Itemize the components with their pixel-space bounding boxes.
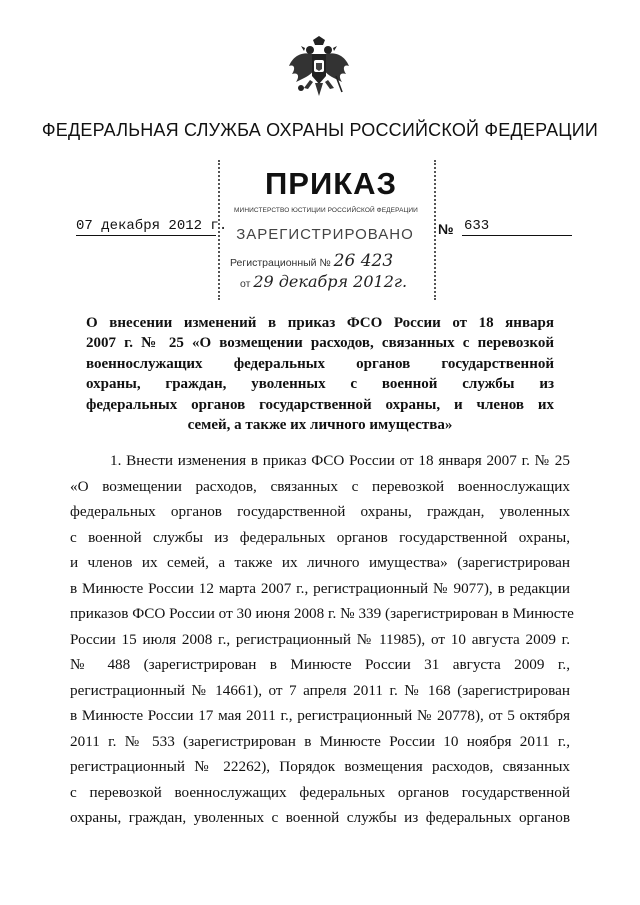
stamp-reg-label: Регистрационный № (230, 257, 331, 269)
stamp-date-value: 29 декабря 2012г. (253, 272, 408, 291)
body-line: в Минюсте России 17 мая 2011 г., регистрационный № 20778), от 5 октября (70, 707, 570, 724)
document-type-heading: ПРИКАЗ (265, 166, 397, 201)
order-subject (86, 313, 554, 435)
subject-line: 2007 г. № 25 «О возмещении расходов, связанных с перевозкой (86, 335, 554, 352)
order-date: 07 декабря 2012 г. (76, 218, 228, 234)
body-line: регистрационный № 22262), Порядок возмещения расходов, связанных (70, 758, 570, 775)
stamp-ministry: МИНИСТЕРСТВО ЮСТИЦИИ РОССИЙСКОЙ ФЕДЕРАЦИИ (234, 207, 418, 214)
coat-of-arms-icon (286, 36, 352, 98)
stamp-date-prefix: от (240, 278, 251, 290)
body-line: № 488 (зарегистрирован в Минюсте России 31 августа 2009 г., (70, 656, 570, 673)
body-line: с перевозкой военнослужащих федеральных органов государственной (70, 783, 570, 801)
body-line: и членов их семей, а также их личного имущества» (зарегистрирован (70, 554, 570, 571)
body-line: с военной службы из федеральных органов государственной охраны, (70, 528, 570, 546)
body-line: регистрационный № 14661), от 7 апреля 2011 г. № 168 (зарегистрирован (70, 681, 570, 699)
body-line: России 15 июля 2008 г., регистрационный № 11985), от 10 августа 2009 г. (70, 630, 570, 648)
body-line: «О возмещении расходов, связанных с перевозкой военнослужащих (70, 477, 570, 495)
stamp-registration-date (240, 272, 430, 291)
subject-line: военнослужащих федеральных органов государственной (86, 355, 554, 372)
stamp-registration-number (230, 251, 430, 271)
body-line: в Минюсте России 12 марта 2007 г., регистрационный № 9077), в редакции (70, 579, 570, 597)
body-line: 1. Внести изменения в приказ ФСО России от 18 января 2007 г. № 25 (110, 452, 570, 469)
organization-title: ФЕДЕРАЛЬНАЯ СЛУЖБА ОХРАНЫ РОССИЙСКОЙ ФЕДЕРАЦИИ (41, 120, 599, 140)
number-sign: № (438, 221, 454, 237)
subject-line: семей, а также их личного имущества» (187, 417, 453, 434)
stamp-status: ЗАРЕГИСТРИРОВАНО (236, 226, 414, 243)
order-number: 633 (462, 218, 572, 236)
stamp-reg-number: 26 423 (333, 251, 394, 271)
subject-line: федеральных органов государственной охраны, и членов их (86, 396, 554, 413)
body-line: приказов ФСО России от 30 июня 2008 г. № 339 (зарегистрирован в Минюсте (70, 605, 574, 622)
body-line: охраны, граждан, уволенных с военной службы из федеральных органов (70, 809, 570, 826)
subject-line: охраны, граждан, уволенных с военной службы из (86, 376, 554, 393)
body-line: федеральных органов государственной охраны, граждан, уволенных (70, 503, 570, 520)
subject-line: О внесении изменений в приказ ФСО России от 18 января (86, 315, 554, 331)
body-line: 2011 г. № 533 (зарегистрирован в Минюсте России 10 ноября 2011 г., (70, 732, 570, 750)
order-body (70, 448, 574, 831)
